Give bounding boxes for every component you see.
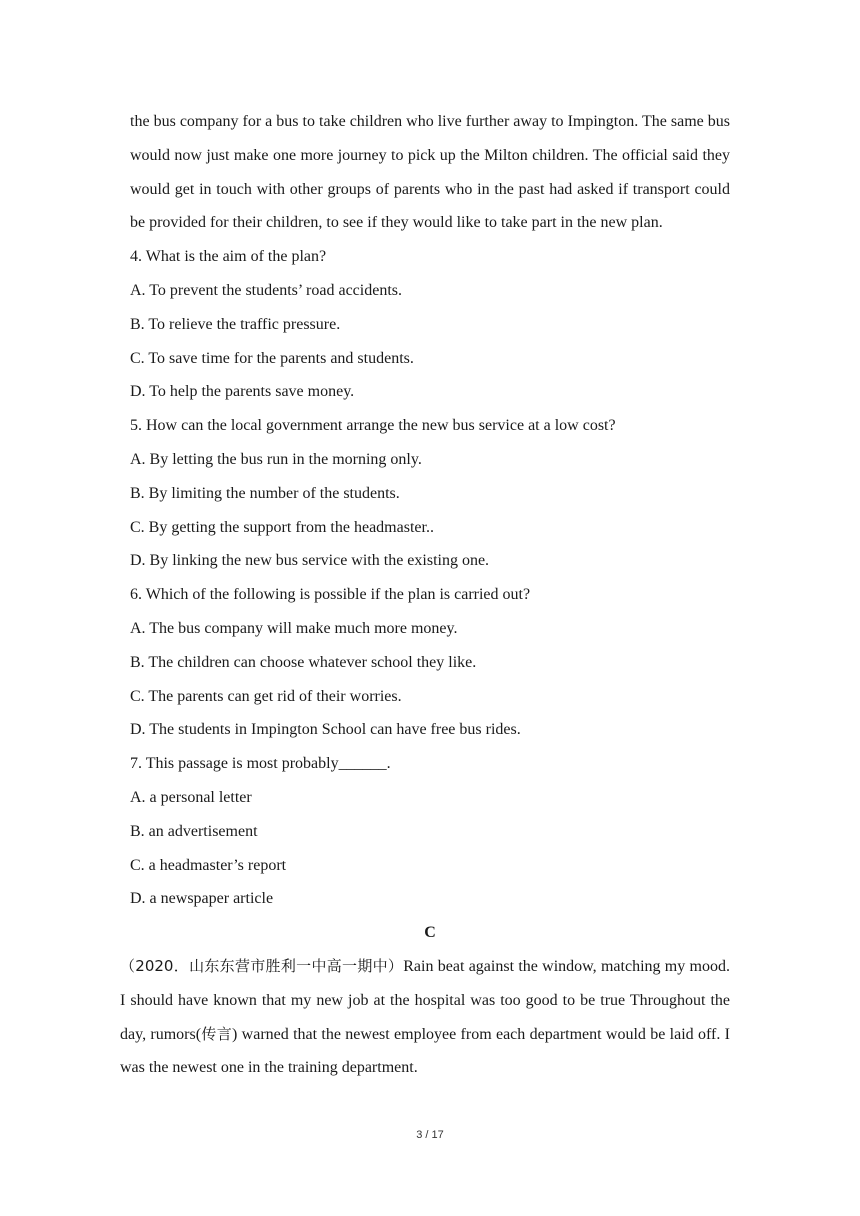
question-4 [130, 240, 730, 409]
source-note: （2020．山东东营市胜利一中高一期中） [120, 956, 404, 975]
option-c: C. The parents can get rid of their worries. [130, 687, 402, 705]
option-a: A. By letting the bus run in the morning only. [130, 450, 422, 468]
passage-c-intro [120, 950, 730, 1085]
option-d: D. a newspaper article [130, 890, 274, 908]
option-c: C. a headmaster’s report [130, 856, 287, 874]
option-b: B. The children can choose whatever school they like. [130, 653, 477, 671]
document-page [120, 105, 730, 1085]
question-6 [130, 578, 730, 747]
question-stem: 6. Which of the following is possible if the plan is carried out? [130, 586, 531, 604]
option-b: B. By limiting the number of the students. [130, 484, 400, 502]
question-stem: 4. What is the aim of the plan? [130, 248, 327, 266]
passage-text-continued: ) warned that the newest employee from each department would be laid off. I was the newest one in the training department. [120, 1025, 730, 1077]
option-a: A. The bus company will make much more money. [130, 619, 458, 637]
option-d: D. By linking the new bus service with the existing one. [130, 552, 490, 570]
option-a: A. To prevent the students’ road accidents. [130, 281, 402, 299]
question-7 [130, 747, 730, 916]
question-stem: 5. How can the local government arrange the new bus service at a low cost? [130, 417, 616, 435]
section-heading: C [424, 924, 436, 942]
question-5 [130, 409, 730, 578]
passage-b-end: the bus company for a bus to take children who live further away to Impington. The same bus would now just make one more journey to pick up the Milton children. The official said they would get in touch with other groups of parents who in the past had asked if transport could be provided for their children, to see if they would like to take part in the new plan. [130, 113, 730, 232]
option-c: C. To save time for the parents and students. [130, 349, 414, 367]
option-b: B. an advertisement [130, 822, 258, 840]
option-c: C. By getting the support from the headmaster.. [130, 518, 434, 536]
passage-text: Rain beat against the window, matching my mood. I should have known that my new job at the hospital was too good to be true Throughout the day, rumors( [120, 957, 730, 1043]
option-b: B. To relieve the traffic pressure. [130, 315, 341, 333]
option-d: D. To help the parents save money. [130, 383, 355, 401]
chinese-gloss: 传言 [201, 1024, 233, 1043]
page-number: 3 / 17 [416, 1129, 444, 1141]
option-a: A. a personal letter [130, 788, 252, 806]
question-stem: 7. This passage is most probably______. [130, 755, 391, 773]
option-d: D. The students in Impington School can have free bus rides. [130, 721, 521, 739]
